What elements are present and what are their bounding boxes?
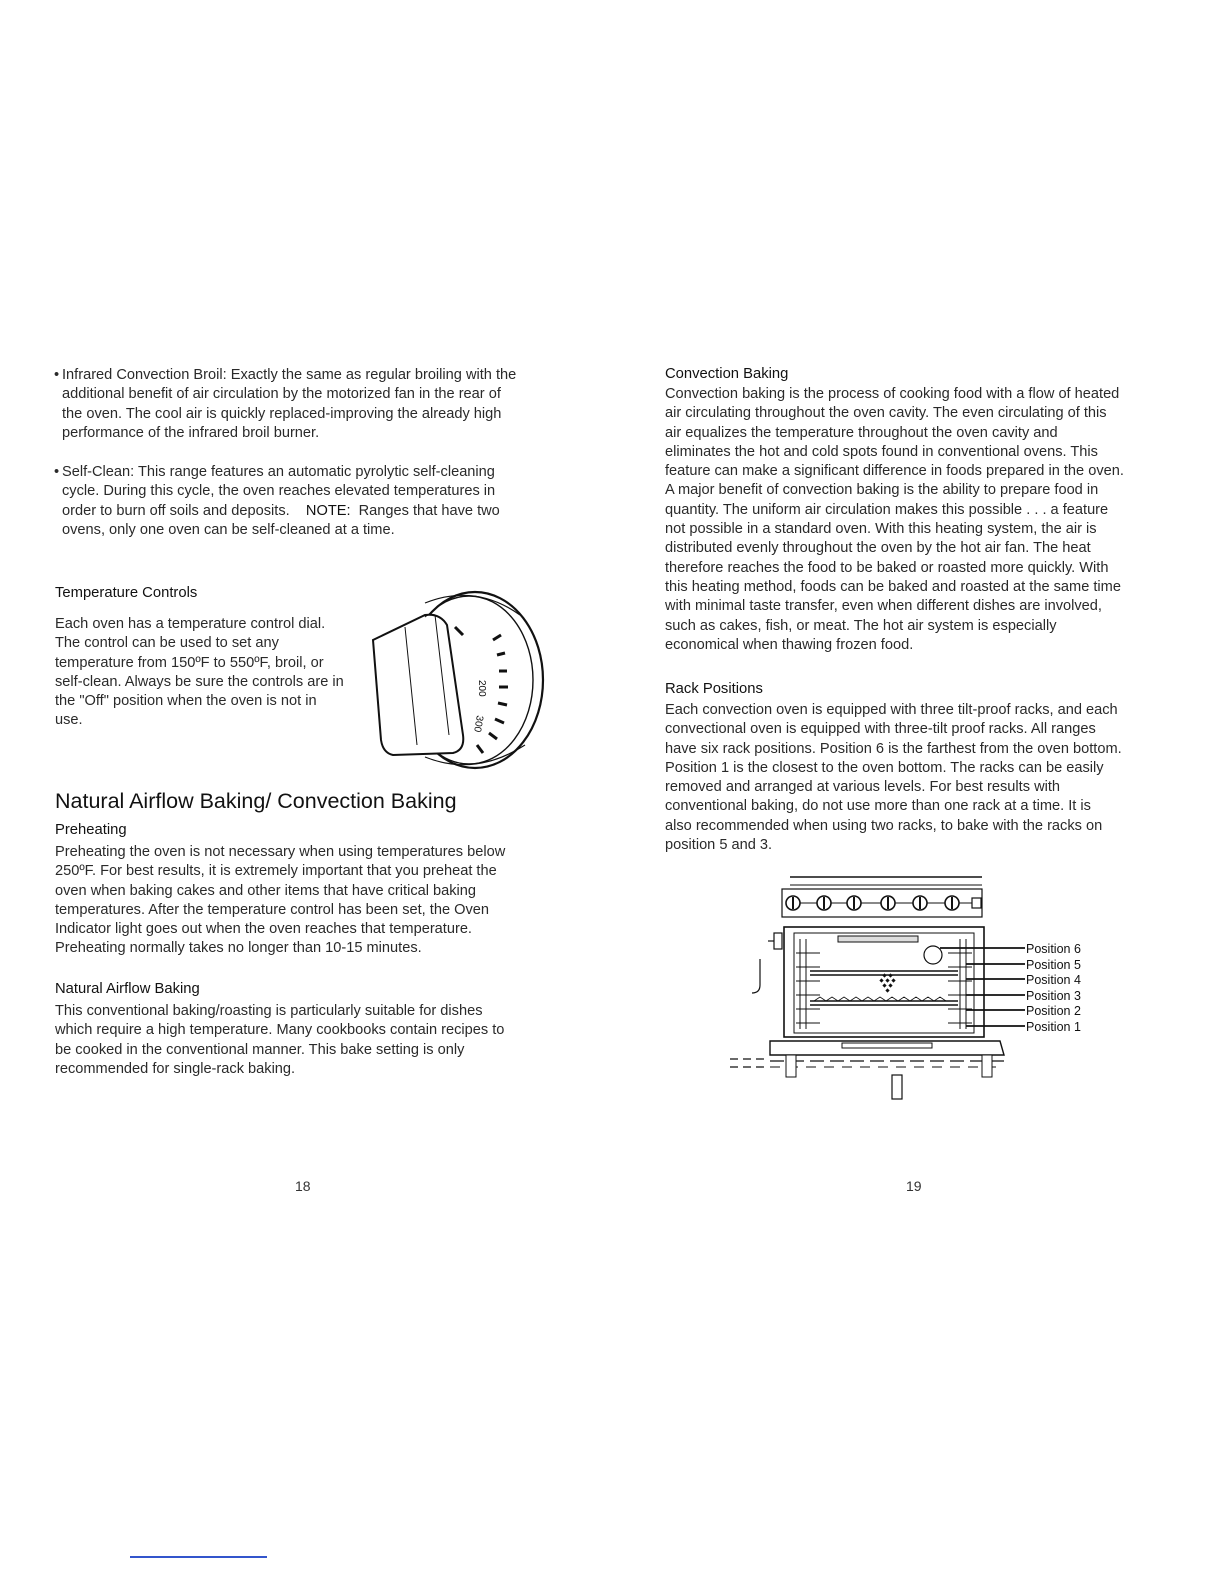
- paragraph-line: not possible in a standard oven. With this heating system, the air is: [665, 521, 1097, 538]
- paragraph-line: removed and arranged at various levels. For best results with: [665, 779, 1061, 796]
- paragraph-line: Each convection oven is equipped with three tilt-proof racks, and each: [665, 702, 1118, 718]
- paragraph-line: self-clean. Always be sure the controls are in: [55, 673, 344, 690]
- preheating-heading: Preheating: [55, 822, 127, 838]
- position-1-label: Position 1: [1026, 1020, 1081, 1034]
- paragraph-line: temperatures. After the temperature control has been set, the Oven: [55, 901, 489, 918]
- paragraph-line: feature can make a significant difference in foods prepared in the oven.: [665, 463, 1124, 480]
- paragraph-line: with minimal taste transfer, even when different dishes are involved,: [665, 598, 1102, 615]
- paragraph-line: this heating method, foods can be baked and roasted at the same time: [665, 578, 1121, 595]
- paragraph-line: position 5 and 3.: [665, 837, 773, 854]
- paragraph-line: use.: [55, 712, 83, 729]
- paragraph-line: economical when thawing frozen food.: [665, 636, 914, 653]
- paragraph-line: Preheating the oven is not necessary when using temperatures below: [55, 844, 506, 860]
- bullet-mark: •: [54, 464, 60, 480]
- position-3-label: Position 3: [1026, 989, 1081, 1003]
- paragraph-line: recommended for single-rack baking.: [55, 1060, 296, 1077]
- position-4-label: Position 4: [1026, 973, 1081, 987]
- paragraph-line: A major benefit of convection baking is the ability to prepare food in: [665, 482, 1099, 499]
- bullet-mark: •: [54, 367, 60, 383]
- note-label: NOTE:: [305, 502, 351, 519]
- bottom-divider-line: [130, 1556, 267, 1558]
- paragraph-line: have six rack positions. Position 6 is the farthest from the oven bottom.: [665, 740, 1122, 757]
- bullet-line: the oven. The cool air is quickly replaced-improving the already high: [62, 405, 502, 422]
- temperature-controls-heading: Temperature Controls: [55, 585, 198, 601]
- paragraph-line: 250ºF. For best results, it is extremely important that you preheat the: [55, 863, 497, 880]
- bullet-line: Self-Clean: This range features an automatic pyrolytic self-cleaning: [62, 464, 495, 480]
- position-6-label: Position 6: [1026, 942, 1081, 956]
- self-clean-text: order to burn off soils and deposits.: [62, 502, 290, 519]
- note-text: Ranges that have two: [358, 502, 500, 519]
- convection-baking-heading: Convection Baking: [665, 366, 789, 382]
- paragraph-line: Convection baking is the process of cooking food with a flow of heated: [665, 386, 1120, 402]
- page-number-left: 18: [295, 1178, 311, 1194]
- bullet-line: additional benefit of air circulation by the motorized fan in the rear of: [62, 386, 501, 403]
- rack-positions-heading: Rack Positions: [665, 681, 763, 697]
- oven-rack-illustration: [730, 875, 1110, 1105]
- convection-baking-paragraph: [665, 385, 1124, 655]
- paragraph-line: air circulating throughout the oven cavity. The even circulating of this: [665, 405, 1107, 422]
- paragraph-line: quantity. The uniform air circulation makes this possible . . . a feature: [665, 501, 1109, 518]
- section-title: Natural Airflow Baking/ Convection Baking: [55, 789, 457, 813]
- bullet-line: [62, 502, 500, 521]
- paragraph-line: the "Off" position when the oven is not in: [55, 693, 317, 710]
- paragraph-line: air equalizes the temperature throughout the oven cavity and: [665, 424, 1058, 441]
- paragraph-line: The control can be used to set any: [55, 635, 279, 652]
- position-2-label: Position 2: [1026, 1004, 1081, 1018]
- paragraph-line: eliminates the hot and cold spots found in conventional ovens. This: [665, 443, 1098, 460]
- right-page: [612, 0, 1224, 1584]
- rack-positions-paragraph: [665, 701, 1122, 855]
- paragraph-line: convectional oven is equipped with three-tilt proof racks. All ranges: [665, 721, 1096, 738]
- bullet-self-clean: [54, 463, 500, 540]
- page-number-right: 19: [906, 1178, 922, 1194]
- position-5-label: Position 5: [1026, 958, 1081, 972]
- paragraph-line: distributed evenly throughout the oven by the hot air fan. The heat: [665, 540, 1091, 557]
- bullet-line: performance of the infrared broil burner.: [62, 424, 320, 441]
- paragraph-line: such as cakes, fish, or meat. The hot air system is especially: [665, 617, 1057, 634]
- natural-airflow-heading: Natural Airflow Baking: [55, 981, 200, 997]
- paragraph-line: conventional baking, do not use more than one rack at a time. It is: [665, 798, 1091, 815]
- preheating-paragraph: [55, 843, 505, 959]
- bullet-infrared-convection-broil: [54, 366, 517, 443]
- temperature-controls-paragraph: [55, 615, 344, 731]
- paragraph-line: This conventional baking/roasting is particularly suitable for dishes: [55, 1003, 483, 1019]
- dial-label-200: 200: [476, 680, 487, 697]
- paragraph-line: also recommended when using two racks, to bake with the racks on: [665, 817, 1103, 834]
- paragraph-line: temperature from 150ºF to 550ºF, broil, or: [55, 654, 324, 671]
- natural-airflow-paragraph: [55, 1002, 504, 1079]
- bullet-line: cycle. During this cycle, the oven reaches elevated temperatures in: [62, 483, 496, 500]
- paragraph-line: Position 1 is the closest to the oven bottom. The racks can be easily: [665, 759, 1104, 776]
- bullet-line: Infrared Convection Broil: Exactly the same as regular broiling with the: [62, 367, 517, 383]
- bullet-line: ovens, only one oven can be self-cleaned at a time.: [62, 521, 395, 538]
- paragraph-line: Each oven has a temperature control dial.: [55, 616, 326, 632]
- paragraph-line: Preheating normally takes no longer than 10-15 minutes.: [55, 940, 422, 957]
- paragraph-line: which require a high temperature. Many cookbooks contain recipes to: [55, 1022, 505, 1039]
- dial-label-300: 300: [471, 714, 485, 733]
- paragraph-line: therefore reaches the food to be baked or roasted more quickly. With: [665, 559, 1109, 576]
- temperature-dial-illustration: [365, 585, 550, 775]
- paragraph-line: Indicator light goes out when the oven reaches that temperature.: [55, 921, 472, 938]
- paragraph-line: oven when baking cakes and other items that have critical baking: [55, 882, 477, 899]
- paragraph-line: be cooked in the conventional manner. This bake setting is only: [55, 1041, 465, 1058]
